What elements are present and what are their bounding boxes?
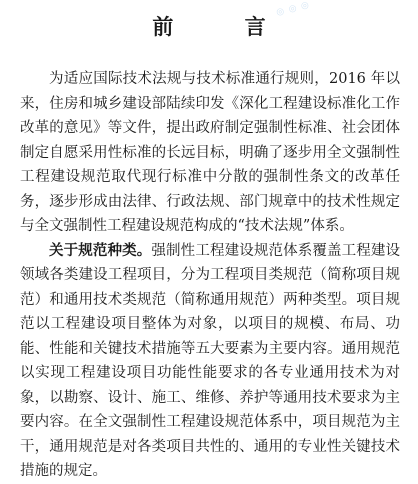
watermark-logo: ◎ ◎ ◎	[275, 0, 311, 18]
paragraph-intro-text: 为适应国际技术法规与技术标准通行规则，2016 年以来，住房和城乡建设部陆续印发《深化工程建设标准化工作改革的意见》等文件，提出政府制定强制性标准、社会团体制定自愿采用性标准的长远目标，明确了逐步用全文强制性工程建设规范取代现行标准中分散的强制性条文的改革任务，逐步形成由法律、行政法规、部门规章中的技术性规定与全文强制性工程建设规范构成的“技术法规”体系。	[20, 71, 400, 234]
paragraph-spec-types	[20, 239, 400, 484]
page-title: 前 言	[152, 15, 298, 39]
document-body	[20, 67, 400, 484]
paragraph-spec-types-text: 强制性工程建设规范体系覆盖工程建设领域各类建设工程项目，分为工程项目类规范（简称项目规范）和通用技术类规范（简称通用规范）两种类型。项目规范以工程建设项目整体为对象，以项目的规模、布局、功能、性能和关键技术措施等五大要素为主要内容。通用规范以实现工程建设项目功能性能要求的各专业通用技术为对象，以勘察、设计、施工、维修、养护等通用技术要求为主要内容。在全文强制性工程建设规范体系中，项目规范为主干，通用规范是对各类项目共性的、通用的专业性关键技术措施的规定。	[20, 242, 401, 479]
paragraph-spec-types-lead: 关于规范种类。	[49, 242, 152, 259]
paragraph-intro	[20, 67, 400, 239]
